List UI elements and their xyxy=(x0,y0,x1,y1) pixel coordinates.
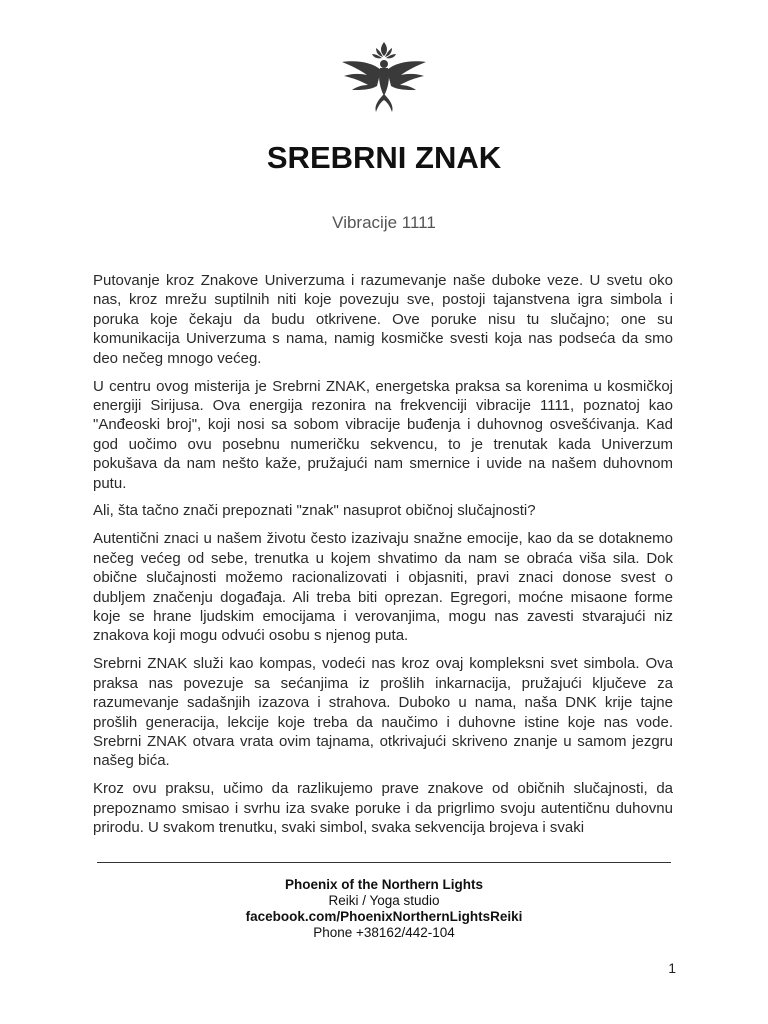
paragraph: U centru ovog misterija je Srebrni ZNAK, energetska praksa sa korenima u kosmičkoj energiji Sirijusa. Ova energija rezonira na frekvenciji vibracije 1111, poznatoj kao "Anđeoski broj", koji nosi sa sobom vibracije buđenja i duhovnog osvešćivanja. Kad god uočimo ovu posebnu numeričku sekvencu, to je trenutak kada Univerzum pokušava da nam nešto kaže, pružajući nam smernice i uvide na našem duhovnom putu. xyxy=(93,377,673,492)
document-subtitle: Vibracije 1111 xyxy=(332,213,436,232)
page-number: 1 xyxy=(668,960,676,976)
paragraph: Kroz ovu praksu, učimo da razlikujemo prave znakove od običnih slučajnosti, da prepoznamo smisao i svrhu iza svake poruke i da prigrlimo svoju autentičnu duhovnu prirodu. U svakom trenutku, svaki simbol, svaka sekvencija brojeva i svaki xyxy=(93,780,673,837)
document-body xyxy=(93,271,673,844)
paragraph: Ali, šta tačno znači prepoznati "znak" nasuprot običnoj slučajnosti? xyxy=(93,502,536,520)
footer-phone: Phone +38162/442-104 xyxy=(313,925,455,940)
phoenix-lotus-icon xyxy=(334,40,434,114)
footer-facebook-link[interactable]: facebook.com/PhoenixNorthernLightsReiki xyxy=(245,909,523,924)
footer-divider xyxy=(97,862,671,863)
footer-studio-type: Reiki / Yoga studio xyxy=(328,893,440,908)
footer-studio-name: Phoenix of the Northern Lights xyxy=(285,877,483,892)
document-title: SREBRNI ZNAK xyxy=(266,140,502,175)
paragraph: Autentični znaci u našem životu često izazivaju snažne emocije, kao da se dotaknemo nečeg većeg od sebe, trenutka u kojem shvatimo da nam se obraća viša sila. Dok obične slučajnosti možemo racionalizovati i objasniti, pravi znaci donose svest o dubljem značenju događaja. Ali treba biti oprezan. Egregori, moćne misaone forme koje se hrane ljudskim emocijama i verovanjima, mogu nas zavesti stvarajući niz znakova koji mogu odvući osobu s njenog puta. xyxy=(93,530,673,645)
footer xyxy=(0,877,768,941)
paragraph: Putovanje kroz Znakove Univerzuma i razumevanje naše duboke veze. U svetu oko nas, kroz mrežu suptilnih niti koje povezuju sve, postoji tajanstvena igra simbola i poruka koje čekaju da budu otkrivene. Ove poruke nisu tu slučajno; one su komunikacija Univerzuma s nama, namig kosmičke svesti koja nas podseća da smo deo nečeg mnogo većeg. xyxy=(93,272,673,367)
paragraph: Srebrni ZNAK služi kao kompas, vodeći nas kroz ovaj kompleksni svet simbola. Ova praksa nas povezuje sa sećanjima iz prošlih inkarnacija, pružajući ključeve za razumevanje sadašnjih izazova i strahova. Duboko u nama, naša DNK krije tajne prošlih generacija, lekcije koje treba da naučimo i duhovne istine koje nas vode. Srebrni ZNAK otvara vrata ovim tajnama, otkrivajući skriveno znanje u samom jezgru našeg bića. xyxy=(93,655,673,770)
